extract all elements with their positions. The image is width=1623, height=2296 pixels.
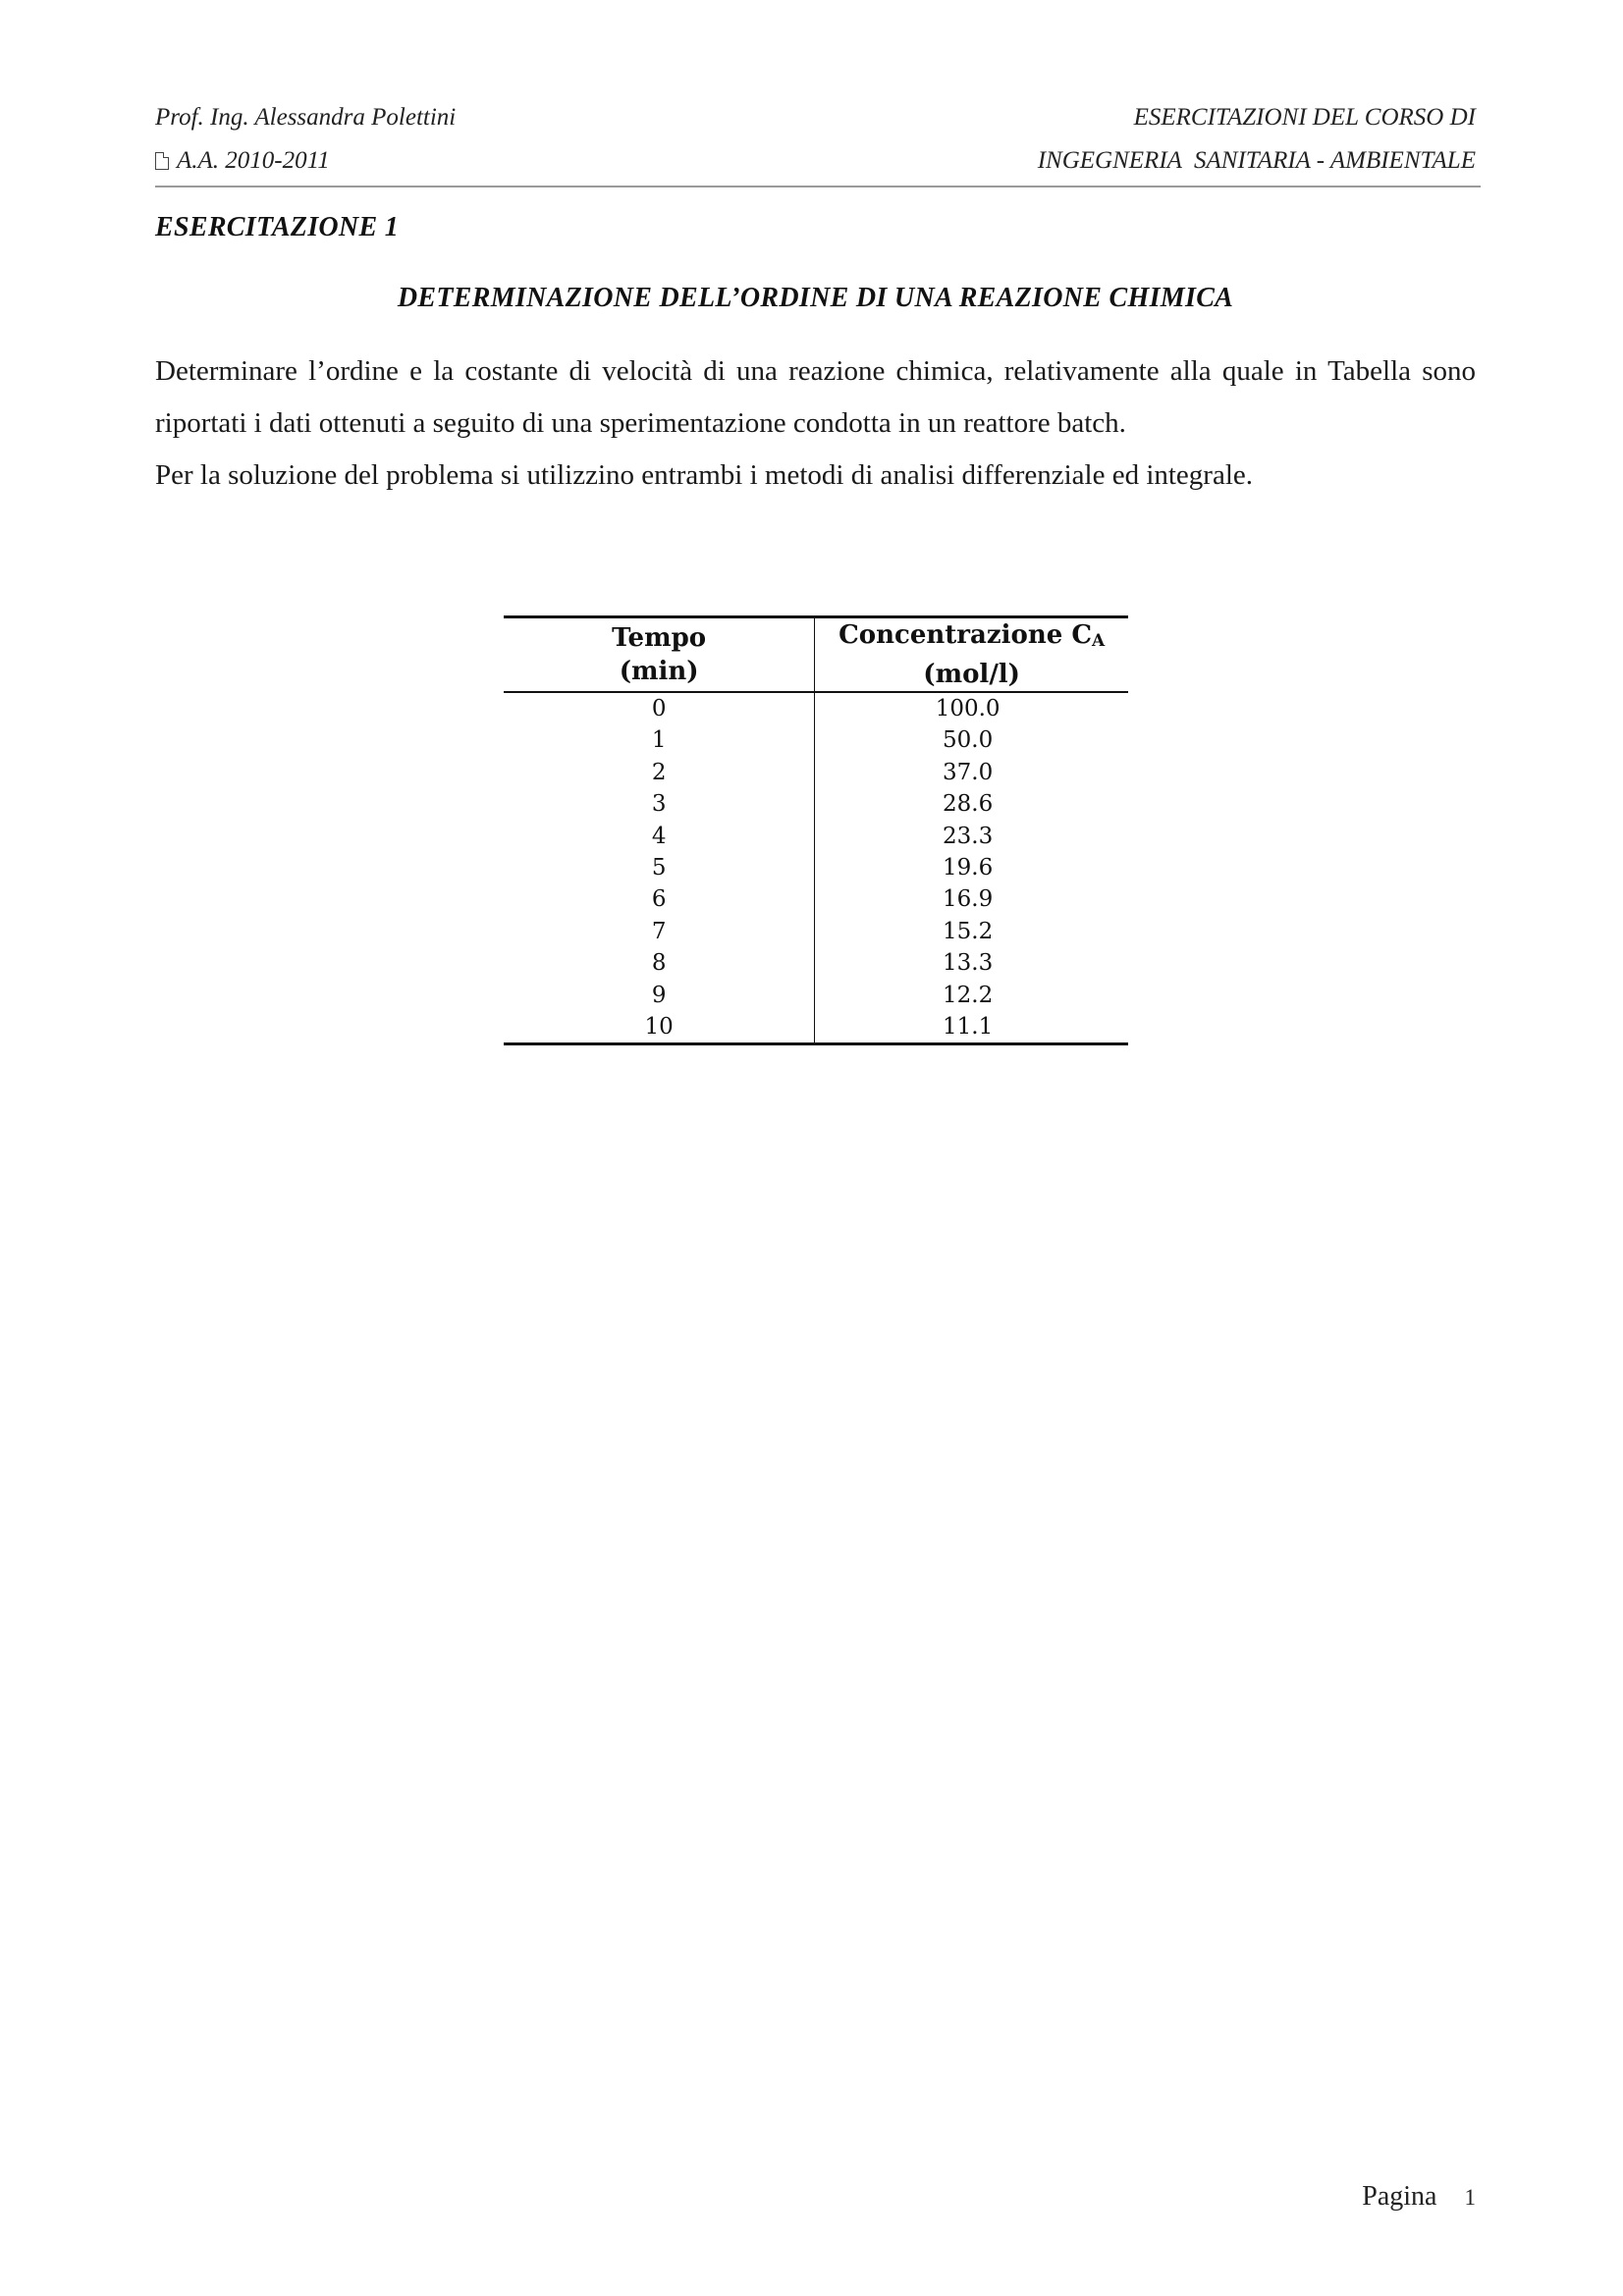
cell-tempo: 5 bbox=[504, 852, 815, 883]
cell-concentrazione: 13.3 bbox=[943, 950, 994, 977]
exercise-label: ESERCITAZIONE 1 bbox=[155, 212, 400, 242]
col-header-concentrazione: Concentrazione CA (mol/l) bbox=[815, 617, 1128, 693]
table-row bbox=[504, 821, 1128, 852]
table-header-row bbox=[504, 617, 1128, 693]
table-body bbox=[504, 692, 1128, 1044]
cell-tempo: 3 bbox=[504, 788, 815, 820]
exercise-text bbox=[155, 346, 1476, 502]
col-header-tempo: Tempo (min) bbox=[504, 617, 815, 693]
cell-tempo: 7 bbox=[504, 916, 815, 947]
cell-concentrazione: 19.6 bbox=[943, 855, 994, 881]
cell-concentrazione: 23.3 bbox=[943, 823, 994, 849]
cell-concentrazione: 50.0 bbox=[943, 727, 994, 754]
cell-concentrazione: 28.6 bbox=[943, 791, 994, 818]
cell-concentrazione: 12.2 bbox=[943, 982, 994, 1008]
page-number: 1 bbox=[1464, 2185, 1476, 2210]
cell-concentrazione: 11.1 bbox=[815, 1011, 1128, 1044]
cell-tempo: 4 bbox=[504, 821, 815, 852]
header-academic-year: A.A. 2010-2011 bbox=[177, 147, 330, 174]
cell-concentrazione: 37.0 bbox=[943, 759, 994, 785]
table-row bbox=[504, 692, 1128, 724]
cell-tempo: 1 bbox=[504, 724, 815, 756]
cell-tempo: 8 bbox=[504, 947, 815, 979]
paragraph-2: Per la soluzione del problema si utilizzino entrambi i metodi di analisi differenziale ed integrale. bbox=[155, 459, 1254, 491]
cell-tempo: 0 bbox=[504, 692, 815, 724]
cell-tempo: 9 bbox=[504, 980, 815, 1011]
table-row bbox=[504, 947, 1128, 979]
header-course-line1: ESERCITAZIONI DEL CORSO DI bbox=[1133, 104, 1476, 131]
table-row bbox=[504, 980, 1128, 1011]
cell-concentrazione: 100.0 bbox=[935, 696, 1001, 721]
table-row bbox=[504, 916, 1128, 947]
page-header bbox=[155, 98, 1476, 185]
exercise-title: DETERMINAZIONE DELL’ORDINE DI UNA REAZIONE CHIMICA bbox=[397, 283, 1234, 313]
cell-tempo: 6 bbox=[504, 883, 815, 915]
page-footer bbox=[1362, 2181, 1476, 2213]
header-course-line2: INGEGNERIA SANITARIA - AMBIENTALE bbox=[1037, 147, 1476, 174]
table-row bbox=[504, 1011, 1128, 1044]
table-row bbox=[504, 788, 1128, 820]
cell-tempo: 2 bbox=[504, 757, 815, 788]
table-row bbox=[504, 724, 1128, 756]
table-row bbox=[504, 883, 1128, 915]
paragraph-1: Determinare l’ordine e la costante di velocità di una reazione chimica, relativamente alla quale in Tabella sono riportati i dati ottenuti a seguito di una sperimentazione condotta in un reattore batch. bbox=[155, 355, 1476, 439]
table-row bbox=[504, 757, 1128, 788]
cell-concentrazione: 15.2 bbox=[943, 918, 994, 944]
table-row bbox=[504, 852, 1128, 883]
header-divider bbox=[155, 186, 1481, 187]
header-author: Prof. Ing. Alessandra Polettini bbox=[155, 104, 457, 131]
data-table bbox=[504, 615, 1128, 1045]
cell-tempo: 10 bbox=[504, 1011, 815, 1044]
page-label: Pagina bbox=[1362, 2181, 1437, 2212]
cell-concentrazione: 16.9 bbox=[943, 886, 994, 913]
document-icon bbox=[155, 152, 169, 170]
